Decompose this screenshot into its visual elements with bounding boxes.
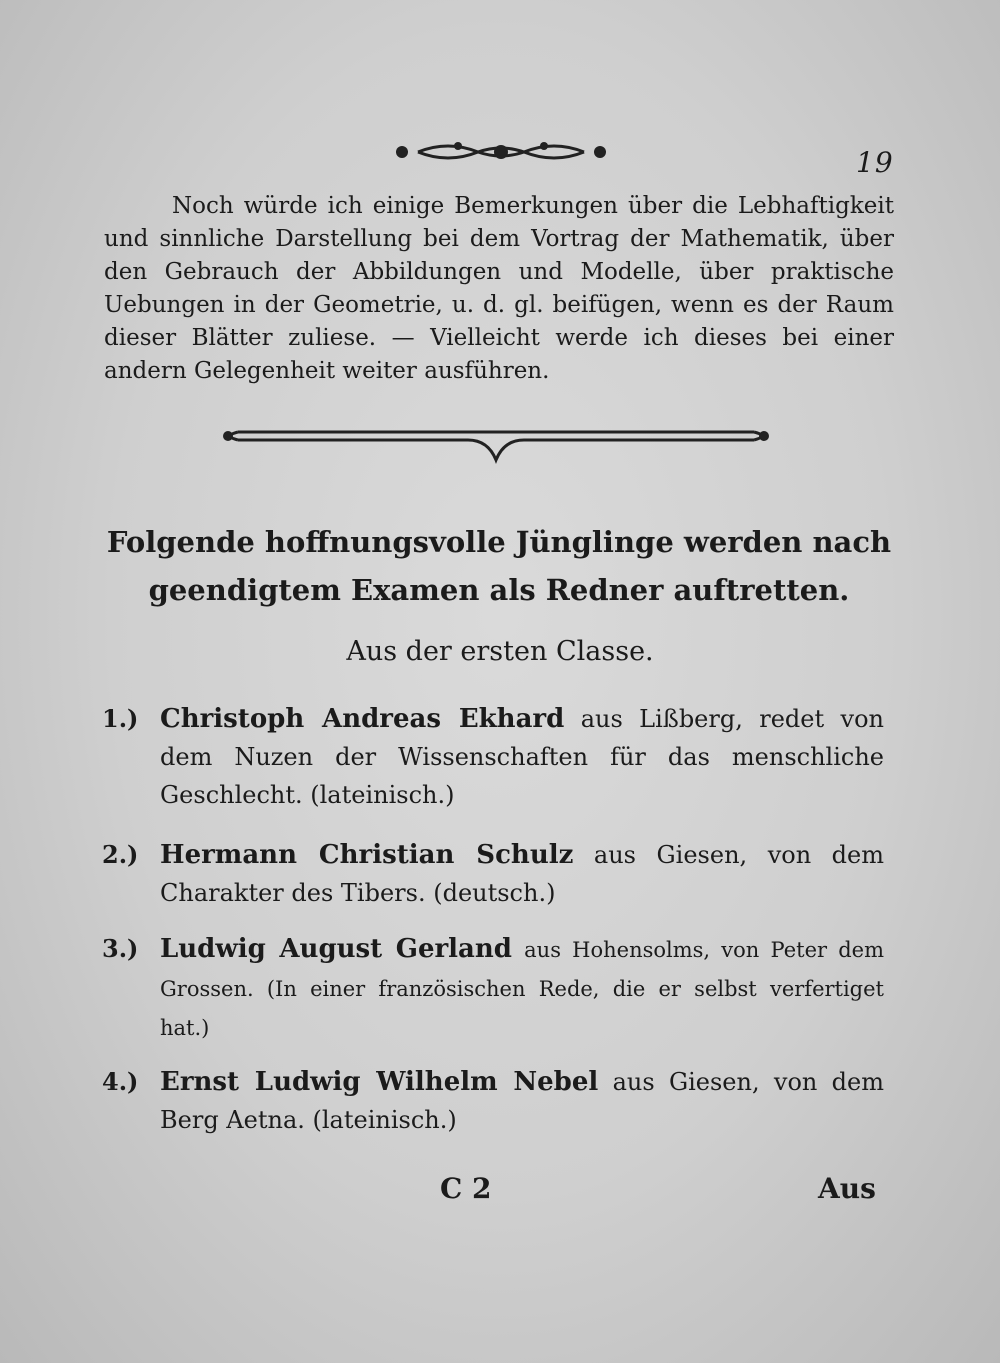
list-item: [102, 1063, 884, 1139]
page-number: 19: [856, 146, 894, 179]
speaker-name: Ludwig August Gerland: [160, 934, 512, 964]
entry-number: 4.): [102, 1067, 139, 1096]
list-item: [102, 930, 884, 1047]
catchword: Aus: [818, 1172, 876, 1205]
speaker-description: aus Hohensolms, von Peter dem Grossen. (In einer französischen Rede, die er selbst verfertiget hat.): [160, 938, 885, 1040]
speaker-description: aus Giesen, von dem Charakter des Tibers. (deutsch.): [160, 841, 885, 907]
entry-number: 2.): [102, 840, 139, 869]
speaker-name: Christoph Andreas Ekhard: [160, 704, 565, 734]
decorative-ornament-icon: [388, 134, 614, 170]
speaker-description: aus Giesen, von dem Berg Aetna. (lateinisch.): [160, 1068, 884, 1134]
speaker-name: Hermann Christian Schulz: [160, 840, 574, 870]
speaker-name: Ernst Ludwig Wilhelm Nebel: [160, 1067, 599, 1097]
intro-text: Noch würde ich einige Bemerkungen über die Lebhaftigkeit und sinnliche Darstellung bei dem Vortrag der Mathematik, über den Gebrauch der Abbildungen und Modelle, über praktische Uebungen in der Geometrie, u. d. gl. beifügen, wenn es der Raum dieser Blätter zuliese. — Vielleicht werde ich dieses bei einer andern Gelegenheit weiter ausführen.: [104, 193, 894, 384]
intro-paragraph: [104, 190, 894, 388]
entry-number: 1.): [102, 704, 139, 733]
decorative-rule-icon: [218, 418, 774, 468]
list-item: [102, 836, 884, 912]
class-title: Aus der ersten Classe.: [346, 636, 654, 667]
speaker-description: aus Lißberg, redet von dem Nuzen der Wissenschaften für das menschliche Geschlecht. (lateinisch.): [160, 705, 884, 809]
speaker-list: [102, 700, 884, 1139]
signature-mark: C 2: [440, 1172, 492, 1205]
entry-number: 3.): [102, 934, 139, 963]
list-item: [102, 700, 884, 814]
section-heading: Folgende hoffnungsvolle Jünglinge werden nach geendigtem Examen als Redner auftretten.: [106, 525, 892, 607]
